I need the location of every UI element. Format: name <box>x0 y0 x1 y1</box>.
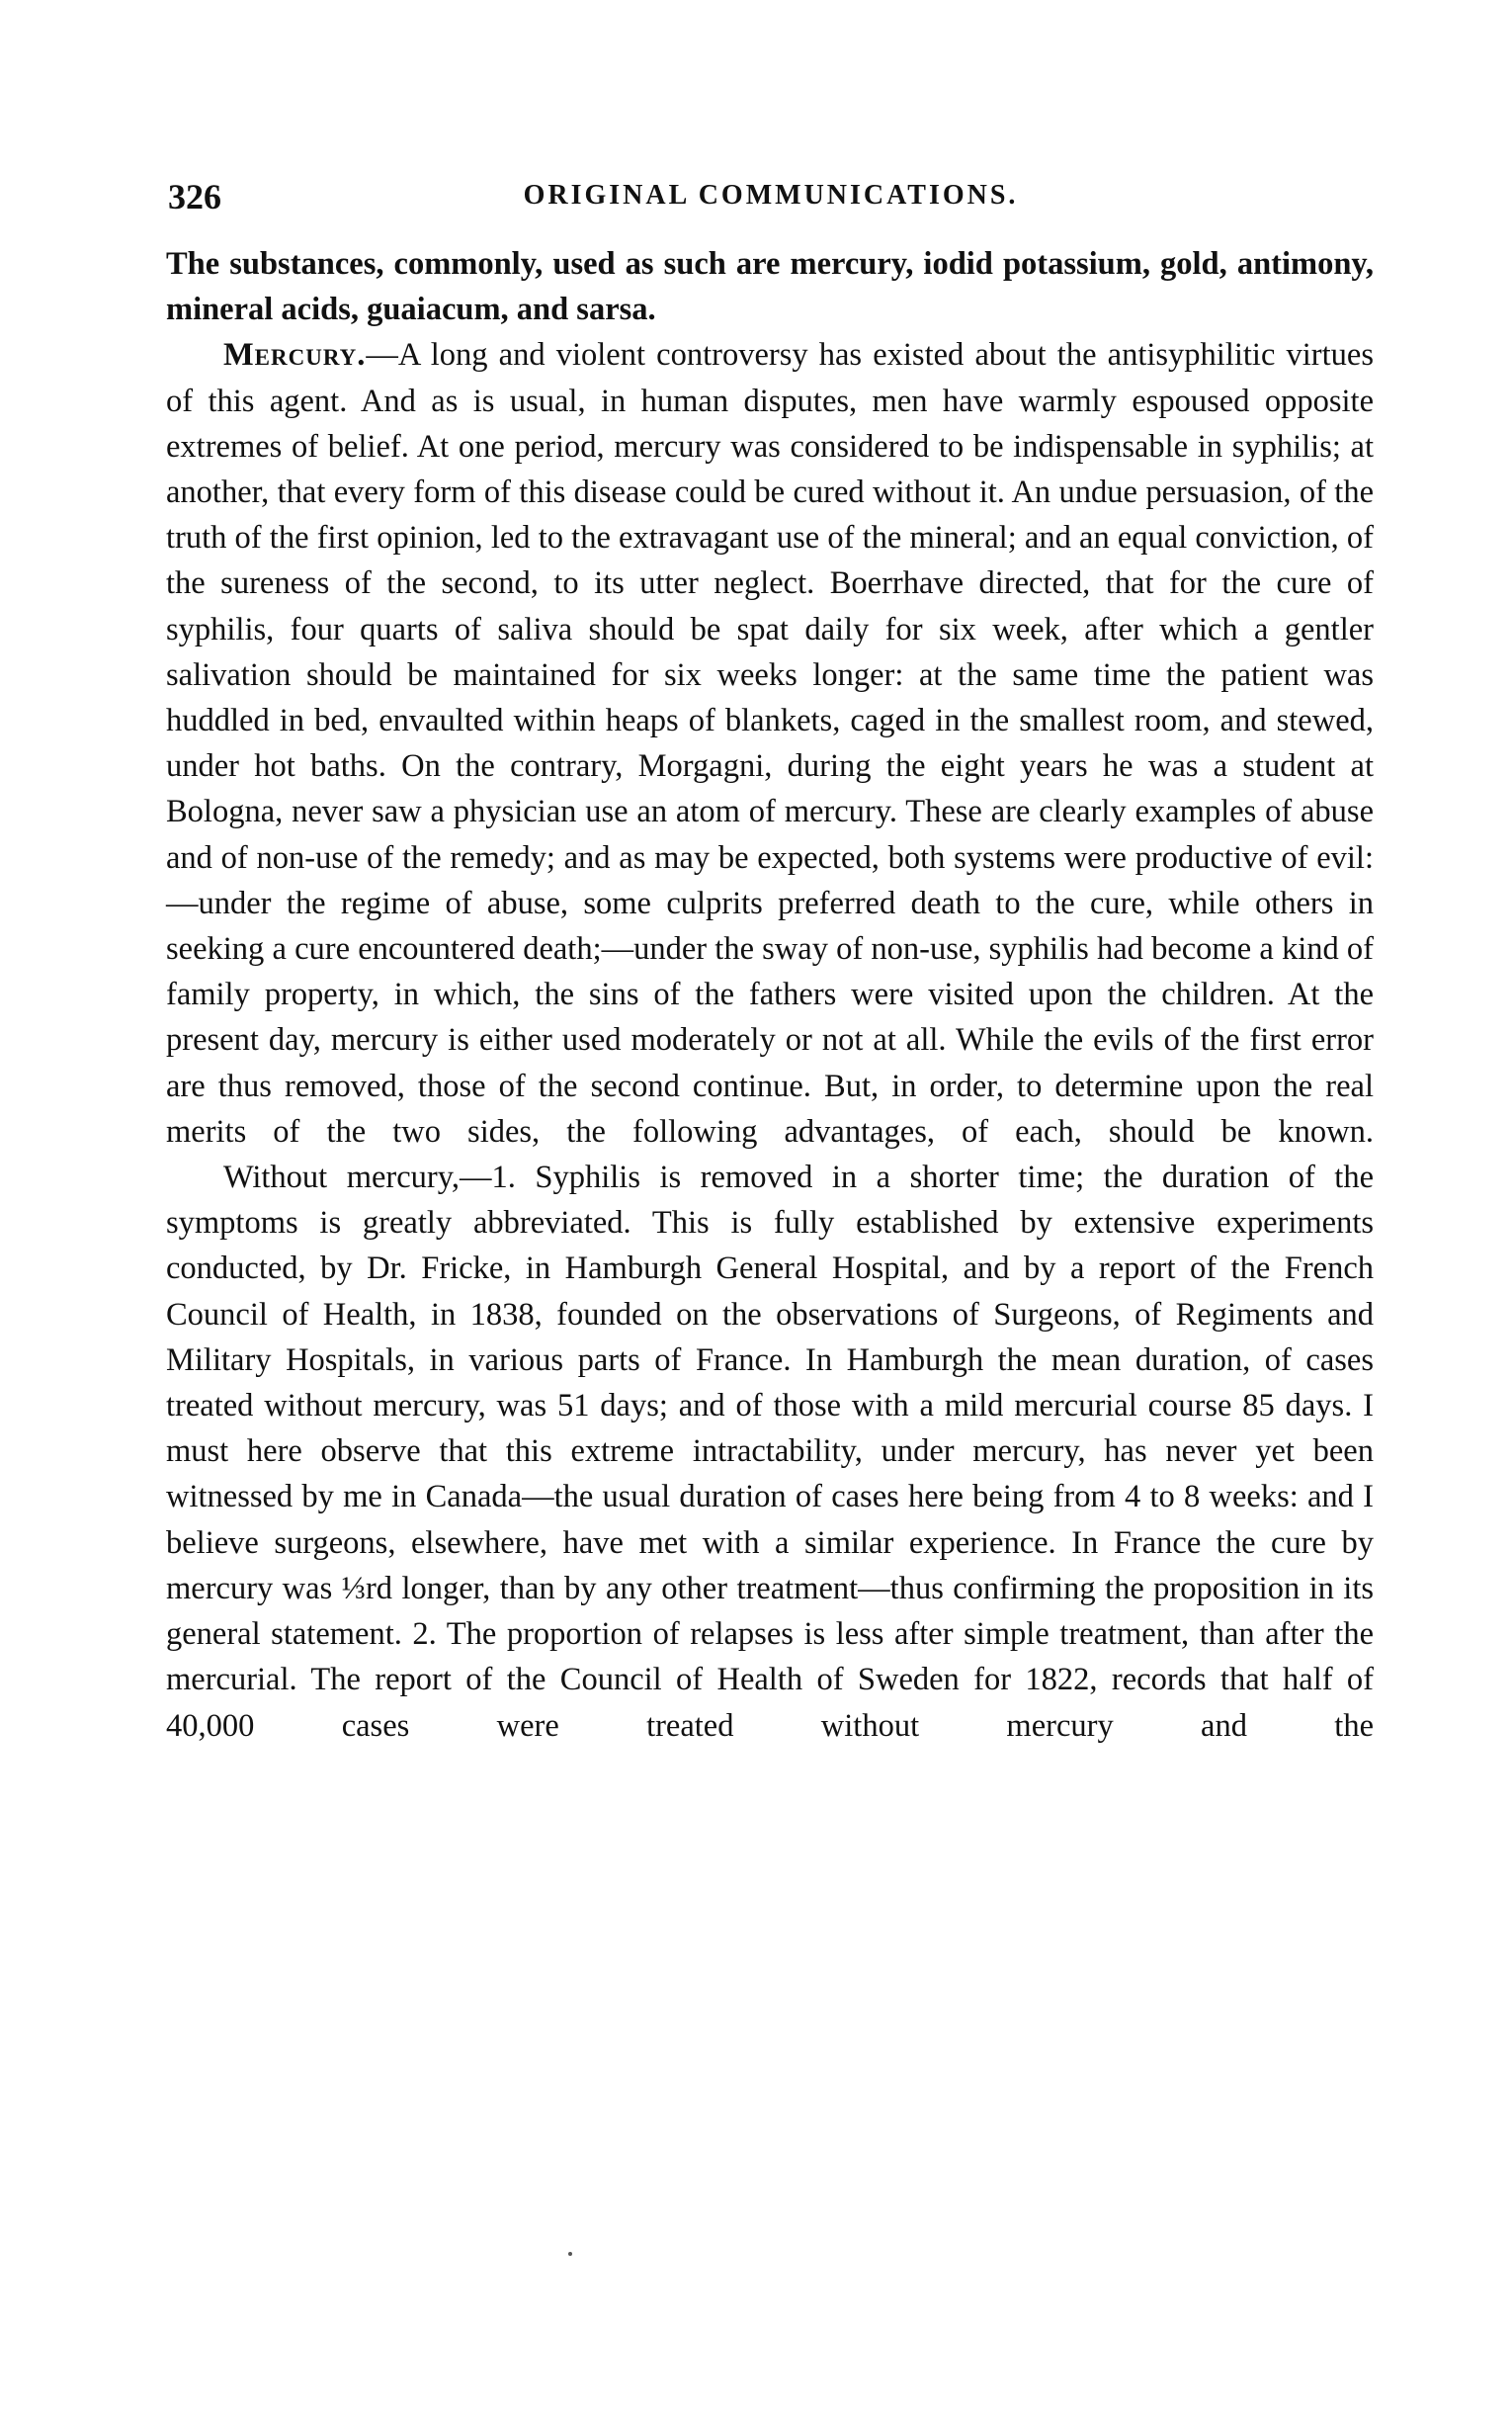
paragraph-without-mercury: Without mercury,—1. Syphilis is removed in a shorter time; the duration of the symptoms is greatly abbreviated. This is fully established by extensive experiments conducted, by Dr. Fricke, in Hamburgh General Hospital, and by a report of the French Council of Health, in 1838, founded on the observations of Surgeons, of Regiments and Military Hospitals, in various parts of France. In Hamburgh the mean duration, of cases treated without mercury, was 51 days; and of those with a mild mercurial course 85 days. I must here observe that this extreme intractability, under mercury, has never yet been witnessed by me in Canada—the usual duration of cases here being from 4 to 8 weeks: and I believe surgeons, elsewhere, have met with a similar experience. In France the cure by mercury was ⅓rd longer, than by any other treatment—thus confirming the proposition in its general statement. 2. The proportion of relapses is less after simple treatment, than after the mercurial. The report of the Council of Health of Sweden for 1822, records that half of 40,000 cases were treated without mercury and the <box>166 1160 1374 1744</box>
print-speck <box>568 2252 572 2256</box>
body-text <box>166 241 1374 1749</box>
paragraph-mercury-text: —A long and violent controversy has existed about the antisyphilitic virtues of this agent. And as is usual, in human disputes, men have warmly espoused opposite extremes of belief. At one period, mercury was considered to be indispensable in syphilis; at another, that every form of this disease could be cured without it. An undue persuasion, of the truth of the first opinion, led to the extravagant use of the mineral; and an equal conviction, of the sureness of the second, to its utter neglect. Boerrhave directed, that for the cure of syphilis, four quarts of saliva should be spat daily for six week, after which a gentler salivation should be maintained for six weeks longer: at the same time the patient was huddled in bed, envaulted within heaps of blankets, caged in the smallest room, and stewed, under hot baths. On the contrary, Morgagni, during the eight years he was a student at Bologna, never saw a physician use an atom of mercury. These are clearly examples of abuse and of non-use of the remedy; and as may be expected, both systems were productive of evil:—under the regime of abuse, some culprits preferred death to the cure, while others in seeking a cure encountered death;—under the sway of non-use, syphilis had become a kind of family property, in which, the sins of the fathers were visited upon the children. At the present day, mercury is either used moderately or not at all. While the evils of the first error are thus removed, those of the second continue. But, in order, to determine upon the real merits of the two sides, the following advantages, of each, should be known. <box>166 337 1374 1150</box>
section-head-mercury: Mercury. <box>223 337 367 374</box>
paragraph-substances: The substances, commonly, used as such are mercury, iodid potassium, gold, antimony, mineral acids, guaiacum, and sarsa. <box>166 246 1374 328</box>
page-header <box>168 176 1374 219</box>
running-head: ORIGINAL COMMUNICATIONS. <box>523 180 1019 211</box>
page-number: 326 <box>168 177 221 216</box>
paragraph-mercury <box>166 332 1374 1155</box>
